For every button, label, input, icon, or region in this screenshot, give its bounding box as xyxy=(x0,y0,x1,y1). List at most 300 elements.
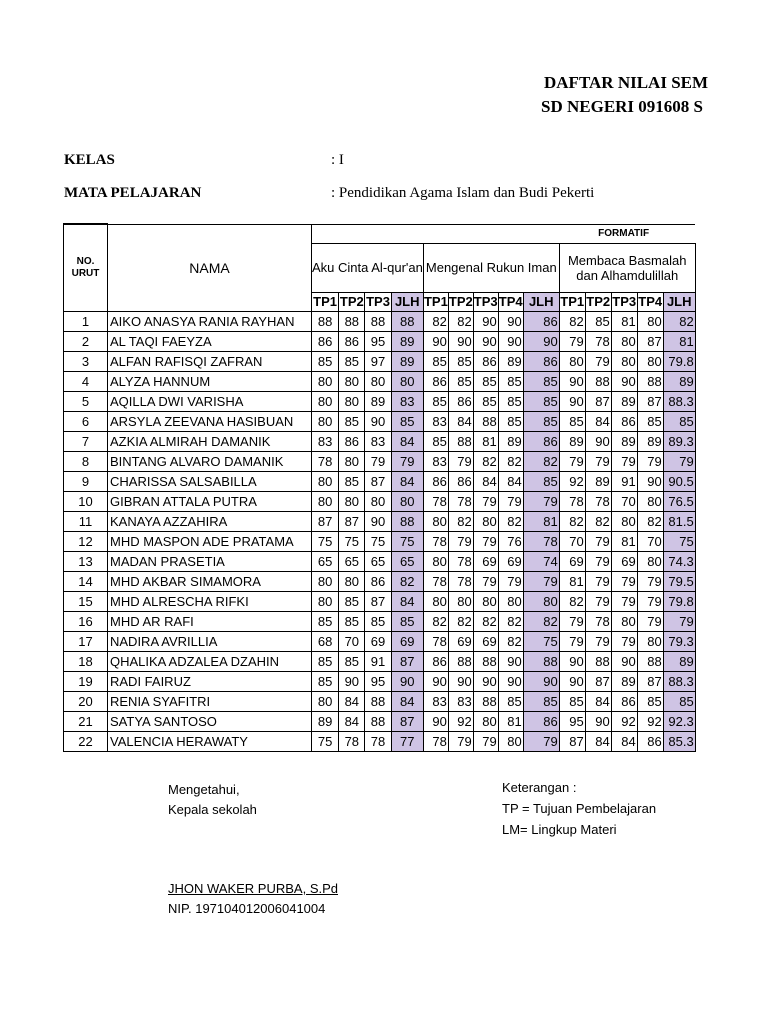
row-g1-tp3: 85 xyxy=(365,611,391,631)
row-g3-tp3: 90 xyxy=(611,371,637,391)
row-g3-tp4: 79 xyxy=(637,571,663,591)
header-group-rukun-iman: Mengenal Rukun Iman xyxy=(423,243,559,292)
row-g2-tp4: 81 xyxy=(498,711,523,731)
table-row xyxy=(64,591,696,611)
row-g3-jlh: 89 xyxy=(663,651,695,671)
row-g2-jlh: 80 xyxy=(523,591,559,611)
row-nama: QHALIKA ADZALEA DZAHIN xyxy=(108,651,312,671)
keterangan-tp: TP = Tujuan Pembelajaran xyxy=(502,801,657,816)
row-g3-tp3: 91 xyxy=(611,471,637,491)
row-no: 10 xyxy=(64,491,108,511)
row-g2-tp4: 90 xyxy=(498,311,523,331)
row-g2-tp4: 89 xyxy=(498,351,523,371)
row-no: 5 xyxy=(64,391,108,411)
row-g3-tp1: 90 xyxy=(559,391,585,411)
row-g3-tp1: 95 xyxy=(559,711,585,731)
row-nama: VALENCIA HERAWATY xyxy=(108,731,312,751)
row-no: 2 xyxy=(64,331,108,351)
row-g1-jlh: 69 xyxy=(391,631,423,651)
row-g2-tp1: 80 xyxy=(423,551,448,571)
row-g2-tp4: 90 xyxy=(498,671,523,691)
row-g3-tp1: 79 xyxy=(559,611,585,631)
row-g3-jlh: 88.3 xyxy=(663,391,695,411)
table-row xyxy=(64,371,696,391)
row-g1-tp3: 97 xyxy=(365,351,391,371)
row-g3-tp1: 87 xyxy=(559,731,585,751)
row-nama: AL TAQI FAEYZA xyxy=(108,331,312,351)
header-g1-jlh: JLH xyxy=(391,292,423,311)
row-no: 9 xyxy=(64,471,108,491)
row-g2-tp2: 79 xyxy=(448,531,473,551)
row-g1-tp3: 91 xyxy=(365,651,391,671)
row-g3-tp2: 79 xyxy=(585,571,611,591)
row-g3-tp4: 88 xyxy=(637,651,663,671)
row-g1-tp3: 86 xyxy=(365,571,391,591)
row-g2-jlh: 86 xyxy=(523,311,559,331)
row-g3-tp3: 79 xyxy=(611,591,637,611)
row-g3-tp1: 69 xyxy=(559,551,585,571)
row-g1-tp1: 78 xyxy=(312,451,339,471)
row-g3-tp4: 79 xyxy=(637,591,663,611)
row-g3-tp4: 86 xyxy=(637,731,663,751)
row-g1-tp1: 87 xyxy=(312,511,339,531)
row-g2-tp2: 85 xyxy=(448,351,473,371)
row-g2-tp3: 85 xyxy=(473,391,498,411)
row-g1-tp1: 86 xyxy=(312,331,339,351)
row-g2-jlh: 81 xyxy=(523,511,559,531)
row-g2-tp3: 88 xyxy=(473,411,498,431)
row-g1-tp2: 85 xyxy=(339,591,365,611)
row-g2-tp1: 83 xyxy=(423,411,448,431)
row-nama: MADAN PRASETIA xyxy=(108,551,312,571)
row-g3-tp2: 84 xyxy=(585,411,611,431)
row-g1-jlh: 87 xyxy=(391,651,423,671)
row-g3-tp2: 78 xyxy=(585,331,611,351)
row-g1-tp3: 90 xyxy=(365,411,391,431)
row-g2-tp2: 85 xyxy=(448,371,473,391)
row-g3-tp1: 79 xyxy=(559,631,585,651)
row-g3-jlh: 90.5 xyxy=(663,471,695,491)
row-no: 4 xyxy=(64,371,108,391)
row-g2-tp1: 83 xyxy=(423,691,448,711)
row-g2-tp1: 82 xyxy=(423,311,448,331)
row-g2-tp2: 88 xyxy=(448,651,473,671)
row-no: 19 xyxy=(64,671,108,691)
row-g3-jlh: 79.8 xyxy=(663,351,695,371)
row-g3-tp3: 90 xyxy=(611,651,637,671)
row-g1-tp3: 87 xyxy=(365,471,391,491)
grade-table xyxy=(63,223,696,752)
row-g3-tp2: 90 xyxy=(585,711,611,731)
row-nama: SATYA SANTOSO xyxy=(108,711,312,731)
table-row xyxy=(64,451,696,471)
row-g2-tp2: 79 xyxy=(448,451,473,471)
row-g1-tp3: 88 xyxy=(365,311,391,331)
row-g1-tp1: 80 xyxy=(312,391,339,411)
row-g2-tp2: 78 xyxy=(448,571,473,591)
row-g2-tp4: 90 xyxy=(498,331,523,351)
row-g2-tp3: 81 xyxy=(473,431,498,451)
row-g3-tp1: 79 xyxy=(559,331,585,351)
row-g3-tp3: 80 xyxy=(611,351,637,371)
row-g2-tp4: 76 xyxy=(498,531,523,551)
row-g2-tp3: 82 xyxy=(473,451,498,471)
row-g3-tp2: 85 xyxy=(585,311,611,331)
row-g2-tp4: 90 xyxy=(498,651,523,671)
row-g2-tp4: 79 xyxy=(498,491,523,511)
row-g3-tp3: 79 xyxy=(611,631,637,651)
header-g2-tp4: TP4 xyxy=(498,294,523,309)
row-g3-tp3: 84 xyxy=(611,731,637,751)
row-g2-tp1: 78 xyxy=(423,491,448,511)
header-g3-tp1: TP1 xyxy=(560,294,585,309)
row-nama: RADI FAIRUZ xyxy=(108,671,312,691)
row-g2-tp1: 80 xyxy=(423,591,448,611)
row-g1-jlh: 89 xyxy=(391,331,423,351)
row-g1-tp2: 86 xyxy=(339,431,365,451)
row-g2-jlh: 79 xyxy=(523,571,559,591)
row-g1-tp2: 80 xyxy=(339,571,365,591)
row-no: 12 xyxy=(64,531,108,551)
kepala-sekolah-text: Kepala sekolah xyxy=(168,802,257,817)
row-nama: MHD MASPON ADE PRATAMA xyxy=(108,531,312,551)
row-g2-tp3: 84 xyxy=(473,471,498,491)
row-g2-tp1: 90 xyxy=(423,711,448,731)
row-g3-tp1: 90 xyxy=(559,371,585,391)
row-g3-tp2: 84 xyxy=(585,691,611,711)
row-g2-tp1: 78 xyxy=(423,571,448,591)
row-g3-tp2: 82 xyxy=(585,511,611,531)
row-g3-tp3: 80 xyxy=(611,331,637,351)
row-g1-tp2: 85 xyxy=(339,651,365,671)
table-row xyxy=(64,691,696,711)
row-g1-tp3: 80 xyxy=(365,371,391,391)
header-g2-tp2: TP2 xyxy=(448,294,473,309)
header-formatif-row xyxy=(64,224,696,243)
row-g3-jlh: 92.3 xyxy=(663,711,695,731)
row-nama: ARSYLA ZEEVANA HASIBUAN xyxy=(108,411,312,431)
row-no: 17 xyxy=(64,631,108,651)
row-g2-tp4: 82 xyxy=(498,631,523,651)
keterangan-label: Keterangan : xyxy=(502,780,577,795)
table-row xyxy=(64,631,696,651)
table-row xyxy=(64,611,696,631)
row-g3-tp3: 80 xyxy=(611,611,637,631)
row-nama: KANAYA AZZAHIRA xyxy=(108,511,312,531)
row-g1-tp2: 75 xyxy=(339,531,365,551)
row-no: 1 xyxy=(64,311,108,331)
row-g1-tp3: 65 xyxy=(365,551,391,571)
document-title-line1: DAFTAR NILAI SEM xyxy=(544,73,709,92)
mapel-value: : Pendidikan Agama Islam dan Budi Pekerti xyxy=(331,185,595,201)
kelas-label: KELAS xyxy=(64,152,115,168)
row-g3-jlh: 79 xyxy=(663,451,695,471)
row-nama: RENIA SYAFITRI xyxy=(108,691,312,711)
row-g2-tp2: 82 xyxy=(448,511,473,531)
row-g1-jlh: 89 xyxy=(391,351,423,371)
row-g3-tp4: 87 xyxy=(637,671,663,691)
keterangan-lm: LM= Lingkup Materi xyxy=(502,822,617,837)
row-g1-tp2: 80 xyxy=(339,491,365,511)
header-group-aku-cinta: Aku Cinta Al-qur'an xyxy=(312,243,424,292)
row-g3-tp3: 86 xyxy=(611,411,637,431)
row-g3-jlh: 85.3 xyxy=(663,731,695,751)
row-g2-jlh: 78 xyxy=(523,531,559,551)
row-g1-jlh: 88 xyxy=(391,511,423,531)
row-no: 11 xyxy=(64,511,108,531)
row-g1-tp3: 75 xyxy=(365,531,391,551)
row-g3-tp1: 82 xyxy=(559,511,585,531)
mengetahui-text: Mengetahui, xyxy=(168,782,240,797)
row-g1-tp1: 89 xyxy=(312,711,339,731)
row-g1-jlh: 80 xyxy=(391,371,423,391)
row-g2-tp4: 85 xyxy=(498,691,523,711)
table-row xyxy=(64,551,696,571)
row-g1-tp1: 80 xyxy=(312,591,339,611)
row-g3-tp4: 79 xyxy=(637,611,663,631)
row-g2-tp3: 80 xyxy=(473,591,498,611)
row-g2-tp1: 85 xyxy=(423,391,448,411)
row-g3-tp2: 87 xyxy=(585,671,611,691)
table-row xyxy=(64,731,696,751)
row-g1-jlh: 77 xyxy=(391,731,423,751)
row-g1-tp1: 85 xyxy=(312,351,339,371)
row-g3-tp4: 79 xyxy=(637,451,663,471)
row-g2-tp4: 80 xyxy=(498,731,523,751)
row-g3-jlh: 89 xyxy=(663,371,695,391)
row-no: 14 xyxy=(64,571,108,591)
row-g1-tp2: 84 xyxy=(339,711,365,731)
row-g2-jlh: 90 xyxy=(523,671,559,691)
row-g3-tp1: 70 xyxy=(559,531,585,551)
row-g3-tp1: 81 xyxy=(559,571,585,591)
row-g3-tp1: 80 xyxy=(559,351,585,371)
row-g2-tp4: 84 xyxy=(498,471,523,491)
row-g3-tp3: 69 xyxy=(611,551,637,571)
row-g2-tp2: 90 xyxy=(448,671,473,691)
header-group-basmalah: Membaca Basmalah dan Alhamdulillah xyxy=(559,243,695,292)
table-row xyxy=(64,471,696,491)
row-g3-tp2: 79 xyxy=(585,551,611,571)
row-g1-tp2: 85 xyxy=(339,611,365,631)
row-g1-jlh: 87 xyxy=(391,711,423,731)
row-g1-tp1: 75 xyxy=(312,531,339,551)
row-g2-tp1: 78 xyxy=(423,531,448,551)
row-g1-tp2: 88 xyxy=(339,311,365,331)
kepala-sekolah-nip: NIP. 197104012006041004 xyxy=(168,901,326,916)
row-g1-tp3: 79 xyxy=(365,451,391,471)
row-g1-tp3: 88 xyxy=(365,711,391,731)
row-g1-tp2: 78 xyxy=(339,731,365,751)
row-g2-tp1: 78 xyxy=(423,731,448,751)
row-g1-tp3: 88 xyxy=(365,691,391,711)
row-g2-tp1: 85 xyxy=(423,431,448,451)
header-g3-jlh: JLH xyxy=(663,292,695,311)
row-g3-jlh: 79.5 xyxy=(663,571,695,591)
row-g2-jlh: 86 xyxy=(523,351,559,371)
row-g1-tp1: 85 xyxy=(312,671,339,691)
header-g1-tp1: TP1 xyxy=(313,294,338,309)
row-g2-tp1: 83 xyxy=(423,451,448,471)
row-g2-jlh: 75 xyxy=(523,631,559,651)
row-g3-tp2: 79 xyxy=(585,591,611,611)
row-g2-jlh: 79 xyxy=(523,731,559,751)
row-g1-tp2: 87 xyxy=(339,511,365,531)
row-g1-jlh: 84 xyxy=(391,431,423,451)
table-row xyxy=(64,351,696,371)
row-g3-tp3: 70 xyxy=(611,491,637,511)
row-g2-tp2: 82 xyxy=(448,311,473,331)
row-g3-jlh: 79.3 xyxy=(663,631,695,651)
row-g2-tp3: 88 xyxy=(473,651,498,671)
row-g1-tp3: 78 xyxy=(365,731,391,751)
row-g2-tp2: 82 xyxy=(448,611,473,631)
row-g2-tp1: 85 xyxy=(423,351,448,371)
row-g3-jlh: 74.3 xyxy=(663,551,695,571)
row-g3-tp3: 80 xyxy=(611,511,637,531)
row-g3-tp2: 88 xyxy=(585,651,611,671)
row-g3-tp4: 82 xyxy=(637,511,663,531)
row-g3-jlh: 89.3 xyxy=(663,431,695,451)
row-g2-tp3: 86 xyxy=(473,351,498,371)
row-g3-tp3: 81 xyxy=(611,311,637,331)
row-g1-jlh: 80 xyxy=(391,491,423,511)
row-g1-tp1: 80 xyxy=(312,371,339,391)
row-g2-tp4: 85 xyxy=(498,391,523,411)
row-g3-tp3: 92 xyxy=(611,711,637,731)
grade-table-body xyxy=(64,311,696,751)
row-nama: ALYZA HANNUM xyxy=(108,371,312,391)
row-g3-tp1: 79 xyxy=(559,451,585,471)
row-g2-tp2: 69 xyxy=(448,631,473,651)
row-g1-tp3: 90 xyxy=(365,511,391,531)
table-row xyxy=(64,531,696,551)
row-g2-jlh: 82 xyxy=(523,611,559,631)
row-nama: AQILLA DWI VARISHA xyxy=(108,391,312,411)
row-g3-tp2: 90 xyxy=(585,431,611,451)
row-g2-tp2: 86 xyxy=(448,471,473,491)
row-g1-tp1: 85 xyxy=(312,611,339,631)
header-formatif: FORMATIF xyxy=(312,224,696,243)
row-g2-tp1: 86 xyxy=(423,471,448,491)
row-g1-tp1: 80 xyxy=(312,471,339,491)
row-g1-tp2: 80 xyxy=(339,451,365,471)
row-g3-jlh: 82 xyxy=(663,311,695,331)
header-no-urut: NO. URUT xyxy=(64,224,108,311)
row-g3-tp1: 90 xyxy=(559,651,585,671)
row-g3-tp4: 89 xyxy=(637,431,663,451)
row-g3-tp2: 88 xyxy=(585,371,611,391)
row-g3-tp4: 80 xyxy=(637,351,663,371)
row-g2-jlh: 86 xyxy=(523,431,559,451)
table-row xyxy=(64,571,696,591)
row-g2-tp3: 90 xyxy=(473,331,498,351)
row-g2-tp2: 90 xyxy=(448,331,473,351)
table-row xyxy=(64,711,696,731)
table-row xyxy=(64,311,696,331)
row-g2-tp3: 79 xyxy=(473,491,498,511)
row-g2-tp4: 80 xyxy=(498,591,523,611)
row-no: 13 xyxy=(64,551,108,571)
row-g2-jlh: 85 xyxy=(523,391,559,411)
row-g1-tp3: 83 xyxy=(365,431,391,451)
row-g2-tp3: 79 xyxy=(473,571,498,591)
row-g3-tp1: 78 xyxy=(559,491,585,511)
row-nama: BINTANG ALVARO DAMANIK xyxy=(108,451,312,471)
row-no: 8 xyxy=(64,451,108,471)
row-g2-tp1: 80 xyxy=(423,511,448,531)
row-g1-tp3: 95 xyxy=(365,671,391,691)
row-no: 3 xyxy=(64,351,108,371)
row-g2-tp3: 69 xyxy=(473,551,498,571)
row-g2-tp1: 90 xyxy=(423,671,448,691)
row-nama: CHARISSA SALSABILLA xyxy=(108,471,312,491)
row-g2-tp2: 86 xyxy=(448,391,473,411)
row-g3-tp3: 89 xyxy=(611,431,637,451)
row-g3-tp2: 84 xyxy=(585,731,611,751)
header-g2-jlh: JLH xyxy=(523,292,559,311)
row-g3-tp1: 82 xyxy=(559,591,585,611)
row-g3-tp4: 85 xyxy=(637,691,663,711)
row-g3-tp3: 86 xyxy=(611,691,637,711)
row-g1-tp3: 95 xyxy=(365,331,391,351)
row-g2-tp2: 78 xyxy=(448,551,473,571)
row-g1-jlh: 82 xyxy=(391,571,423,591)
row-nama: MHD AKBAR SIMAMORA xyxy=(108,571,312,591)
row-g1-tp1: 88 xyxy=(312,311,339,331)
row-no: 7 xyxy=(64,431,108,451)
row-g3-tp1: 89 xyxy=(559,431,585,451)
table-row xyxy=(64,491,696,511)
row-g2-tp4: 79 xyxy=(498,571,523,591)
row-no: 15 xyxy=(64,591,108,611)
row-g3-tp4: 88 xyxy=(637,371,663,391)
row-g1-jlh: 85 xyxy=(391,611,423,631)
row-g2-jlh: 82 xyxy=(523,451,559,471)
row-g3-jlh: 79 xyxy=(663,611,695,631)
row-no: 16 xyxy=(64,611,108,631)
row-g1-tp1: 80 xyxy=(312,491,339,511)
kelas-value: : I xyxy=(331,152,344,168)
row-g3-jlh: 81.5 xyxy=(663,511,695,531)
row-g2-tp4: 85 xyxy=(498,411,523,431)
row-g2-tp1: 86 xyxy=(423,651,448,671)
row-nama: AZKIA ALMIRAH DAMANIK xyxy=(108,431,312,451)
header-g3-tp3: TP3 xyxy=(612,294,637,309)
row-g1-tp3: 80 xyxy=(365,491,391,511)
row-g3-jlh: 75 xyxy=(663,531,695,551)
row-no: 20 xyxy=(64,691,108,711)
grade-table-container xyxy=(63,223,768,763)
row-nama: MHD AR RAFI xyxy=(108,611,312,631)
row-g1-jlh: 90 xyxy=(391,671,423,691)
row-nama: MHD ALRESCHA RIFKI xyxy=(108,591,312,611)
row-g3-tp4: 70 xyxy=(637,531,663,551)
header-g1-tp2: TP2 xyxy=(339,294,364,309)
document-title-line2: SD NEGERI 091608 S xyxy=(541,97,704,116)
row-g3-tp4: 87 xyxy=(637,331,663,351)
row-g1-tp1: 75 xyxy=(312,731,339,751)
row-no: 6 xyxy=(64,411,108,431)
table-row xyxy=(64,391,696,411)
row-g1-jlh: 84 xyxy=(391,471,423,491)
row-g1-tp1: 68 xyxy=(312,631,339,651)
row-g2-tp3: 88 xyxy=(473,691,498,711)
row-g1-tp2: 80 xyxy=(339,371,365,391)
row-g3-jlh: 88.3 xyxy=(663,671,695,691)
row-g2-tp2: 80 xyxy=(448,591,473,611)
row-g1-jlh: 75 xyxy=(391,531,423,551)
